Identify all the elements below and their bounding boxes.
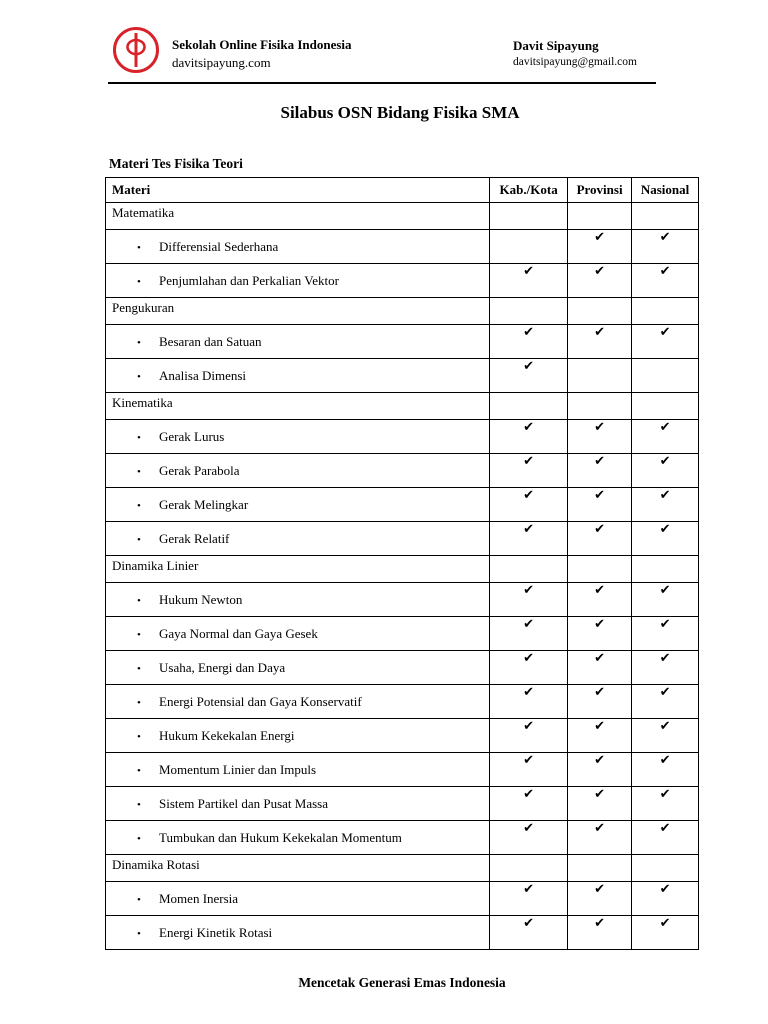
topic-row (106, 420, 699, 454)
topic-cell (106, 264, 490, 298)
topic-row (106, 821, 699, 855)
syllabus-table-body (106, 203, 699, 950)
checkmark-icon-provinsi: ✔ (568, 488, 632, 522)
empty-cell-kab-kota (490, 556, 568, 583)
checkmark-icon-provinsi: ✔ (568, 454, 632, 488)
checkmark-icon-kab-kota: ✔ (490, 617, 568, 651)
checkmark-icon-nasional: ✔ (632, 325, 699, 359)
empty-cell-nasional (632, 203, 699, 230)
category-label: Matematika (106, 203, 490, 230)
checkmark-icon-nasional: ✔ (632, 488, 699, 522)
topic-label: Tumbukan dan Hukum Kekekalan Momentum (159, 829, 402, 845)
checkmark-icon-provinsi: ✔ (568, 325, 632, 359)
topic-label: Gaya Normal dan Gaya Gesek (159, 625, 318, 641)
topic-cell (106, 685, 490, 719)
empty-cell-provinsi (568, 393, 632, 420)
topic-cell (106, 617, 490, 651)
topic-label: Differensial Sederhana (159, 238, 279, 254)
checkmark-icon-nasional: ✔ (632, 230, 699, 264)
topic-label: Besaran dan Satuan (159, 333, 262, 349)
bullet-icon: • (137, 628, 141, 641)
empty-cell-nasional (632, 298, 699, 325)
bullet-icon: • (137, 927, 141, 940)
bullet-icon: • (137, 594, 141, 607)
topic-cell (106, 719, 490, 753)
checkmark-icon-kab-kota: ✔ (490, 685, 568, 719)
bullet-icon: • (137, 336, 141, 349)
checkmark-icon-kab-kota: ✔ (490, 719, 568, 753)
empty-cell-nasional (632, 556, 699, 583)
checkmark-icon-provinsi: ✔ (568, 882, 632, 916)
topic-label: Gerak Melingkar (159, 496, 249, 512)
topic-cell (106, 787, 490, 821)
topic-cell (106, 325, 490, 359)
category-row (106, 556, 699, 583)
topic-row (106, 719, 699, 753)
empty-cell-nasional (632, 359, 699, 393)
checkmark-icon-nasional: ✔ (632, 821, 699, 855)
topic-row (106, 522, 699, 556)
checkmark-icon-provinsi: ✔ (568, 685, 632, 719)
org-website: davitsipayung.com (172, 55, 271, 70)
checkmark-icon-nasional: ✔ (632, 420, 699, 454)
checkmark-icon-kab-kota: ✔ (490, 488, 568, 522)
topic-row (106, 583, 699, 617)
page-header (0, 0, 768, 90)
category-label: Dinamika Linier (106, 556, 490, 583)
empty-cell-kab-kota (490, 855, 568, 882)
topic-cell (106, 916, 490, 950)
empty-cell-provinsi (568, 855, 632, 882)
checkmark-icon-nasional: ✔ (632, 454, 699, 488)
topic-label: Hukum Newton (159, 591, 243, 607)
org-name: Sekolah Online Fisika Indonesia (172, 37, 352, 52)
header-nasional: Nasional (632, 178, 699, 203)
topic-label: Hukum Kekekalan Energi (159, 727, 295, 743)
header-materi: Materi (106, 178, 490, 203)
topic-row (106, 916, 699, 950)
author-name: Davit Sipayung (513, 38, 599, 53)
checkmark-icon-provinsi: ✔ (568, 719, 632, 753)
bullet-icon: • (137, 662, 141, 675)
checkmark-icon-provinsi: ✔ (568, 753, 632, 787)
topic-cell (106, 230, 490, 264)
topic-cell (106, 488, 490, 522)
checkmark-icon-nasional: ✔ (632, 617, 699, 651)
checkmark-icon-kab-kota: ✔ (490, 916, 568, 950)
bullet-icon: • (137, 832, 141, 845)
empty-cell-kab-kota (490, 298, 568, 325)
topic-label: Momentum Linier dan Impuls (159, 761, 317, 777)
checkmark-icon-nasional: ✔ (632, 685, 699, 719)
checkmark-icon-kab-kota: ✔ (490, 651, 568, 685)
topic-cell (106, 651, 490, 685)
checkmark-icon-nasional: ✔ (632, 882, 699, 916)
topic-cell (106, 821, 490, 855)
bullet-icon: • (137, 241, 141, 254)
category-label: Dinamika Rotasi (106, 855, 490, 882)
topic-label: Usaha, Energi dan Daya (159, 659, 286, 675)
empty-cell-nasional (632, 855, 699, 882)
checkmark-icon-provinsi: ✔ (568, 787, 632, 821)
checkmark-icon-kab-kota: ✔ (490, 264, 568, 298)
checkmark-icon-kab-kota: ✔ (490, 753, 568, 787)
topic-label: Gerak Relatif (159, 530, 230, 546)
checkmark-icon-provinsi: ✔ (568, 651, 632, 685)
footer-tagline: Mencetak Generasi Emas Indonesia (298, 975, 506, 990)
topic-label: Sistem Partikel dan Pusat Massa (159, 795, 328, 811)
bullet-icon: • (137, 533, 141, 546)
category-row (106, 298, 699, 325)
checkmark-icon-nasional: ✔ (632, 787, 699, 821)
topic-label: Analisa Dimensi (159, 367, 247, 383)
topic-row (106, 685, 699, 719)
topic-cell (106, 882, 490, 916)
checkmark-icon-nasional: ✔ (632, 651, 699, 685)
bullet-icon: • (137, 798, 141, 811)
topic-cell (106, 522, 490, 556)
header-provinsi: Provinsi (568, 178, 632, 203)
topic-row (106, 753, 699, 787)
empty-cell-kab-kota (490, 203, 568, 230)
topic-label: Energi Potensial dan Gaya Konservatif (159, 693, 362, 709)
empty-cell-kab-kota (490, 230, 568, 264)
checkmark-icon-provinsi: ✔ (568, 583, 632, 617)
checkmark-icon-provinsi: ✔ (568, 617, 632, 651)
phi-logo-icon (112, 26, 160, 74)
checkmark-icon-kab-kota: ✔ (490, 522, 568, 556)
bullet-icon: • (137, 764, 141, 777)
topic-cell (106, 583, 490, 617)
topic-cell (106, 454, 490, 488)
section-title: Materi Tes Fisika Teori (109, 156, 243, 171)
checkmark-icon-provinsi: ✔ (568, 821, 632, 855)
topic-row (106, 882, 699, 916)
checkmark-icon-nasional: ✔ (632, 916, 699, 950)
checkmark-icon-nasional: ✔ (632, 522, 699, 556)
topic-row (106, 325, 699, 359)
checkmark-icon-nasional: ✔ (632, 583, 699, 617)
topic-row (106, 488, 699, 522)
topic-row (106, 617, 699, 651)
header-kab-kota: Kab./Kota (490, 178, 568, 203)
checkmark-icon-kab-kota: ✔ (490, 420, 568, 454)
topic-cell (106, 753, 490, 787)
topic-label: Energi Kinetik Rotasi (159, 924, 273, 940)
checkmark-icon-provinsi: ✔ (568, 420, 632, 454)
bullet-icon: • (137, 275, 141, 288)
topic-label: Gerak Parabola (159, 462, 240, 478)
checkmark-icon-nasional: ✔ (632, 753, 699, 787)
header-divider (108, 82, 656, 84)
checkmark-icon-provinsi: ✔ (568, 230, 632, 264)
syllabus-table (105, 177, 699, 950)
empty-cell-provinsi (568, 556, 632, 583)
checkmark-icon-kab-kota: ✔ (490, 359, 568, 393)
bullet-icon: • (137, 431, 141, 444)
checkmark-icon-kab-kota: ✔ (490, 583, 568, 617)
bullet-icon: • (137, 893, 141, 906)
topic-row (106, 359, 699, 393)
topic-label: Gerak Lurus (159, 428, 225, 444)
empty-cell-provinsi (568, 203, 632, 230)
bullet-icon: • (137, 499, 141, 512)
topic-row (106, 230, 699, 264)
table-header-row (106, 178, 699, 203)
topic-row (106, 787, 699, 821)
topic-row (106, 454, 699, 488)
checkmark-icon-nasional: ✔ (632, 719, 699, 753)
checkmark-icon-kab-kota: ✔ (490, 882, 568, 916)
checkmark-icon-kab-kota: ✔ (490, 454, 568, 488)
category-row (106, 855, 699, 882)
checkmark-icon-provinsi: ✔ (568, 916, 632, 950)
document-title: Silabus OSN Bidang Fisika SMA (280, 103, 520, 122)
category-label: Pengukuran (106, 298, 490, 325)
empty-cell-kab-kota (490, 393, 568, 420)
topic-cell (106, 420, 490, 454)
topic-row (106, 651, 699, 685)
checkmark-icon-kab-kota: ✔ (490, 821, 568, 855)
bullet-icon: • (137, 370, 141, 383)
empty-cell-provinsi (568, 359, 632, 393)
topic-row (106, 264, 699, 298)
bullet-icon: • (137, 696, 141, 709)
empty-cell-nasional (632, 393, 699, 420)
checkmark-icon-provinsi: ✔ (568, 264, 632, 298)
checkmark-icon-nasional: ✔ (632, 264, 699, 298)
category-label: Kinematika (106, 393, 490, 420)
checkmark-icon-provinsi: ✔ (568, 522, 632, 556)
empty-cell-provinsi (568, 298, 632, 325)
checkmark-icon-kab-kota: ✔ (490, 787, 568, 821)
category-row (106, 393, 699, 420)
bullet-icon: • (137, 465, 141, 478)
topic-label: Penjumlahan dan Perkalian Vektor (159, 272, 339, 288)
topic-cell (106, 359, 490, 393)
topic-label: Momen Inersia (159, 890, 239, 906)
bullet-icon: • (137, 730, 141, 743)
author-email: davitsipayung@gmail.com (513, 56, 637, 68)
checkmark-icon-kab-kota: ✔ (490, 325, 568, 359)
category-row (106, 203, 699, 230)
